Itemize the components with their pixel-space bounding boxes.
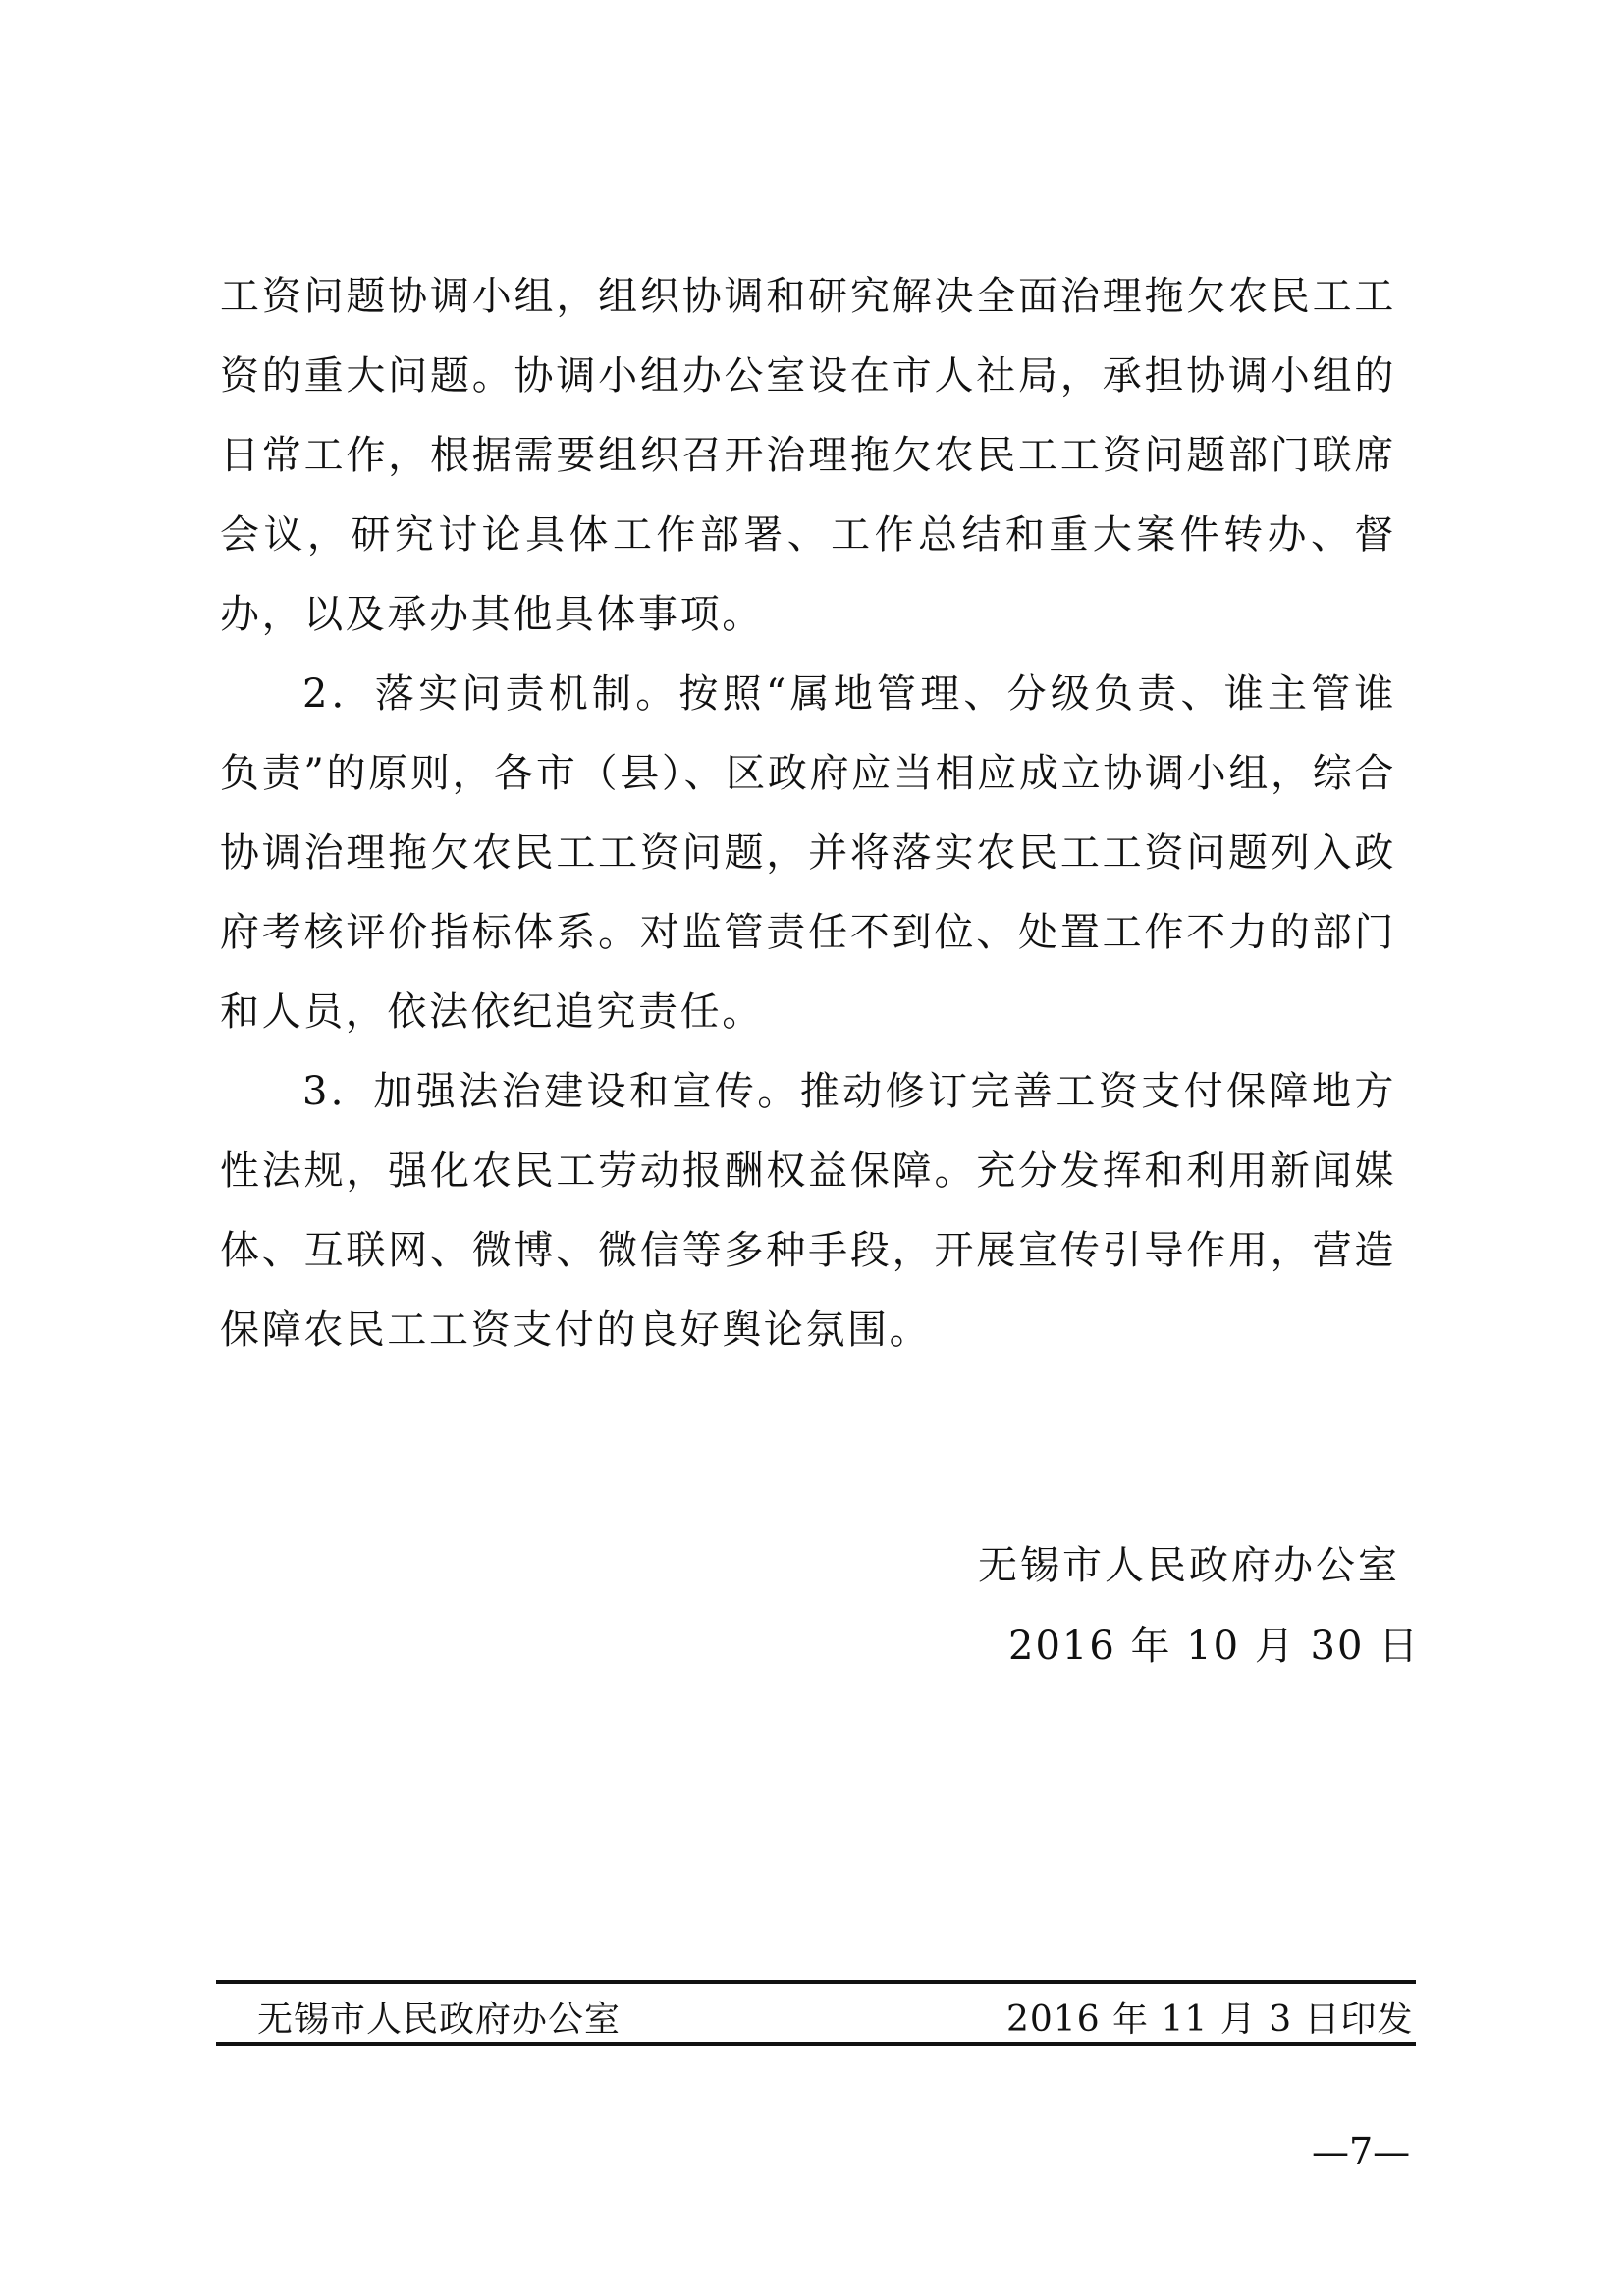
footer-issuer: 无锡市人民政府办公室	[257, 2000, 622, 2040]
paragraph-legal-publicity: 3．加强法治建设和宣传。推动修订完善工资支付保障地方性法规，强化农民工劳动报酬权益保障。充分发挥和利用新闻媒体、互联网、微博、微信等多种手段，开展宣传引导作用，营造保障农民工工资支付的良好舆论氛围。	[220, 1069, 1396, 1353]
paragraph-coordination-group: 工资问题协调小组，组织协调和研究解决全面治理拖欠农民工工资的重大问题。协调小组办公室设在市人社局，承担协调小组的日常工作，根据需要组织召开治理拖欠农民工工资问题部门联席会议，研究讨论具体工作部署、工作总结和重大案件转办、督办，以及承办其他具体事项。	[220, 274, 1396, 637]
signature-date: 2016 年 10 月 30 日	[1008, 1624, 1421, 1669]
signature-organization: 无锡市人民政府办公室	[978, 1543, 1400, 1588]
footer-print-date: 2016 年 11 月 3 日印发	[1006, 2000, 1414, 2040]
document-body	[220, 257, 1396, 1370]
paragraph-accountability: 2．落实问责机制。按照“属地管理、分级负责、谁主管谁负责”的原则，各市（县）、区政府应当相应成立协调小组，综合协调治理拖欠农民工工资问题，并将落实农民工工资问题列入政府考核评价指标体系。对监管责任不到位、处置工作不力的部门和人员，依法依纪追究责任。	[220, 671, 1396, 1035]
page-number: —7—	[1312, 2130, 1411, 2173]
footer-rule-bottom	[216, 2042, 1416, 2046]
footer-rule-top	[216, 1980, 1416, 1984]
